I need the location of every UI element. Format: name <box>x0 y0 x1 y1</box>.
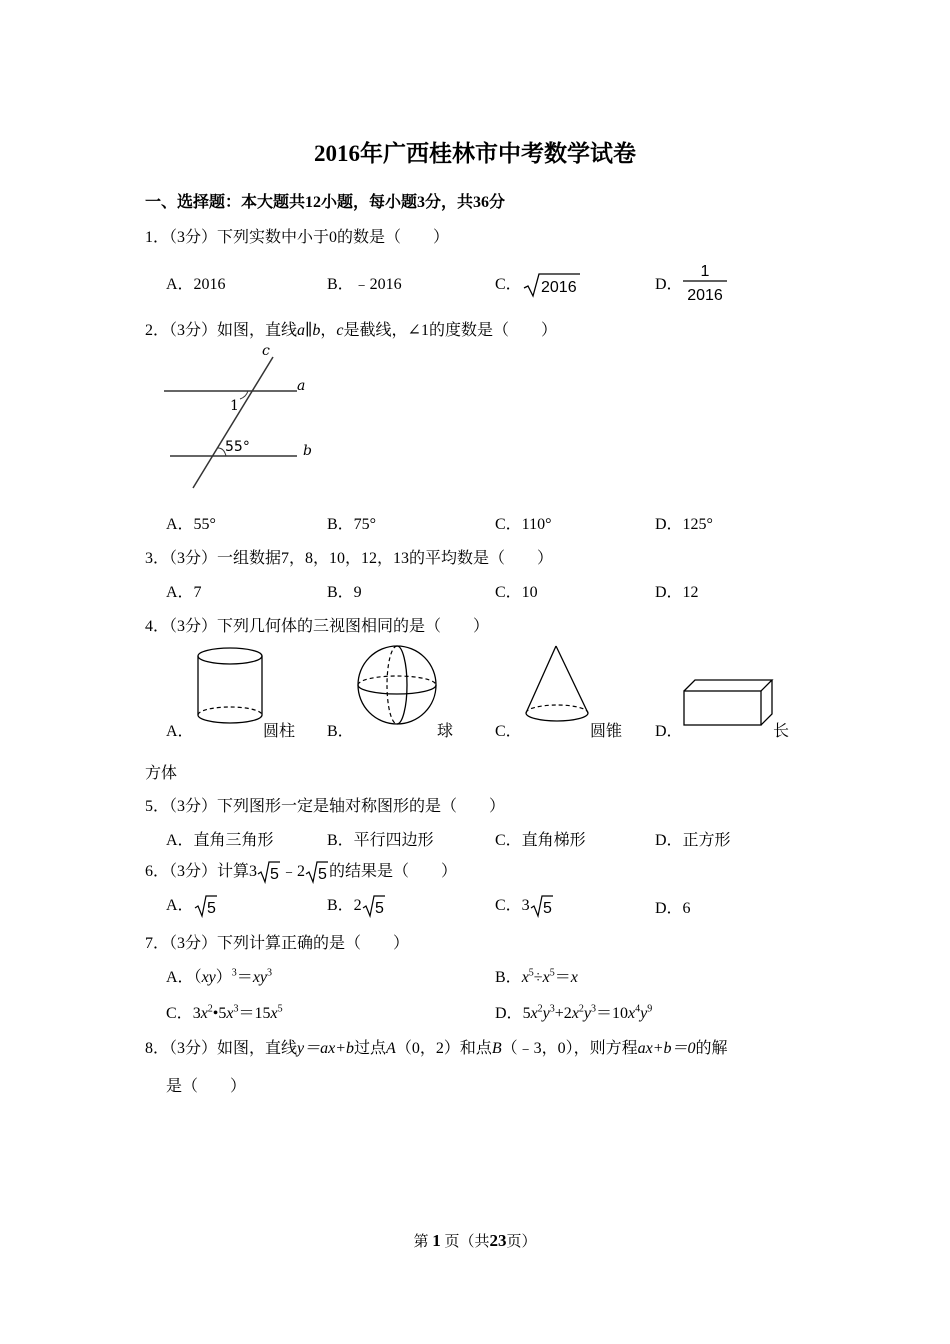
q2-option-a: A．55° <box>166 516 216 533</box>
q1-option-a: A．2016 <box>166 276 226 293</box>
q4-option-b-name: 球 <box>437 723 454 740</box>
sqrt-symbol <box>530 894 554 918</box>
sqrt-radicand: 5 <box>206 900 216 918</box>
fraction-denominator: 2016 <box>687 287 723 304</box>
q1-option-d: D． <box>655 276 683 293</box>
page-footer: 第 1 页（共23页） <box>413 1231 537 1250</box>
q7-option-a: A．$(xy)^3=xy^3$ <box>166 967 273 986</box>
q6-option-b: B．2 5 <box>327 892 386 918</box>
q3-option-a: A．7 <box>166 584 202 601</box>
fraction-numerator: 1 <box>700 263 710 280</box>
sqrt-radicand: 2016 <box>540 279 577 297</box>
sphere-figure <box>355 643 441 729</box>
sqrt-radicand: 5 <box>318 866 327 884</box>
q4-option-b: B． <box>327 723 354 740</box>
q4-option-a: A． <box>166 723 194 740</box>
parallel-lines-figure <box>160 342 330 492</box>
label-angle-55: 55° <box>225 439 250 455</box>
q2-option-b: B．75° <box>327 516 377 533</box>
q6-option-c: C．3 5 <box>495 892 554 918</box>
q4-option-d-name-cont: 方体 <box>145 765 178 782</box>
question-4: 4．（3分）下列几何体的三视图相同的是（ ） <box>145 618 490 635</box>
sqrt-radicand: 5 <box>270 866 279 884</box>
q3-option-d: D．12 <box>655 584 699 601</box>
label-c: c <box>262 343 270 359</box>
sqrt-symbol <box>522 272 582 298</box>
q3-option-b: B．9 <box>327 584 362 601</box>
q5-option-c: C．直角梯形 <box>495 832 586 849</box>
fraction <box>680 260 730 304</box>
question-6: 6．（3分）计算3 5 ﹣2 5 的结果是（ ） <box>145 858 457 884</box>
q6-option-d: D．6 <box>655 900 691 917</box>
q1-option-c: C． 2016 <box>495 271 582 298</box>
sqrt-radicand: 5 <box>374 900 384 918</box>
question-5: 5．（3分）下列图形一定是轴对称图形的是（ ） <box>145 798 506 815</box>
q2-option-c: C．110° <box>495 516 552 533</box>
question-7: 7．（3分）下列计算正确的是（ ） <box>145 935 410 952</box>
q4-option-d-name: 长 <box>773 723 790 740</box>
cuboid-figure <box>681 676 776 728</box>
q6-option-a: A． 5 <box>166 892 218 918</box>
question-8: 8．（3分）如图，直线y＝ax+b过点A（0，2）和点B（﹣3，0），则方程ax+b＝0的解 <box>145 1040 728 1057</box>
question-8-cont: 是（ ） <box>166 1078 247 1095</box>
q4-option-c-name: 圆锥 <box>590 723 623 740</box>
q7-option-c: C．$3x^2•5x^3=15x^5$ <box>166 1003 283 1022</box>
q7-option-d: D．$5x^2y^3+2x^2y^3=10x^4y^9$ <box>495 1003 653 1022</box>
sqrt-symbol <box>305 860 329 884</box>
sqrt-symbol <box>362 894 386 918</box>
section-heading: 一、选择题：本大题共12小题，每小题3分，共36分 <box>145 194 506 211</box>
q1-option-b: B．﹣2016 <box>327 276 402 293</box>
label-angle-1: 1 <box>230 398 239 414</box>
sqrt-radicand: 5 <box>542 900 552 918</box>
label-b: b <box>303 443 312 459</box>
page-title: 2016年广西桂林市中考数学试卷 <box>314 141 636 166</box>
q4-option-d: D． <box>655 723 683 740</box>
question-1: 1．（3分）下列实数中小于0的数是（ ） <box>145 229 450 246</box>
q5-option-a: A．直角三角形 <box>166 832 274 849</box>
question-2: 2．（3分）如图，直线a∥b，c是截线，∠1的度数是（ ） <box>145 322 557 339</box>
q2-option-d: D．125° <box>655 516 713 533</box>
q5-option-b: B．平行四边形 <box>327 832 434 849</box>
q4-option-c: C． <box>495 723 522 740</box>
sqrt-symbol <box>257 860 281 884</box>
q4-option-a-name: 圆柱 <box>263 723 296 740</box>
cylinder-figure <box>194 645 266 729</box>
question-3: 3．（3分）一组数据7，8，10，12，13的平均数是（ ） <box>145 550 554 567</box>
label-a: a <box>297 378 306 394</box>
cone-figure <box>522 643 592 727</box>
q7-option-b: B．$x^5\div x^5=x$ <box>495 967 578 986</box>
page-total: 23 <box>489 1231 507 1250</box>
q5-option-d: D．正方形 <box>655 832 731 849</box>
q3-option-c: C．10 <box>495 584 538 601</box>
sqrt-symbol <box>194 894 218 918</box>
page-number: 1 <box>432 1231 441 1250</box>
